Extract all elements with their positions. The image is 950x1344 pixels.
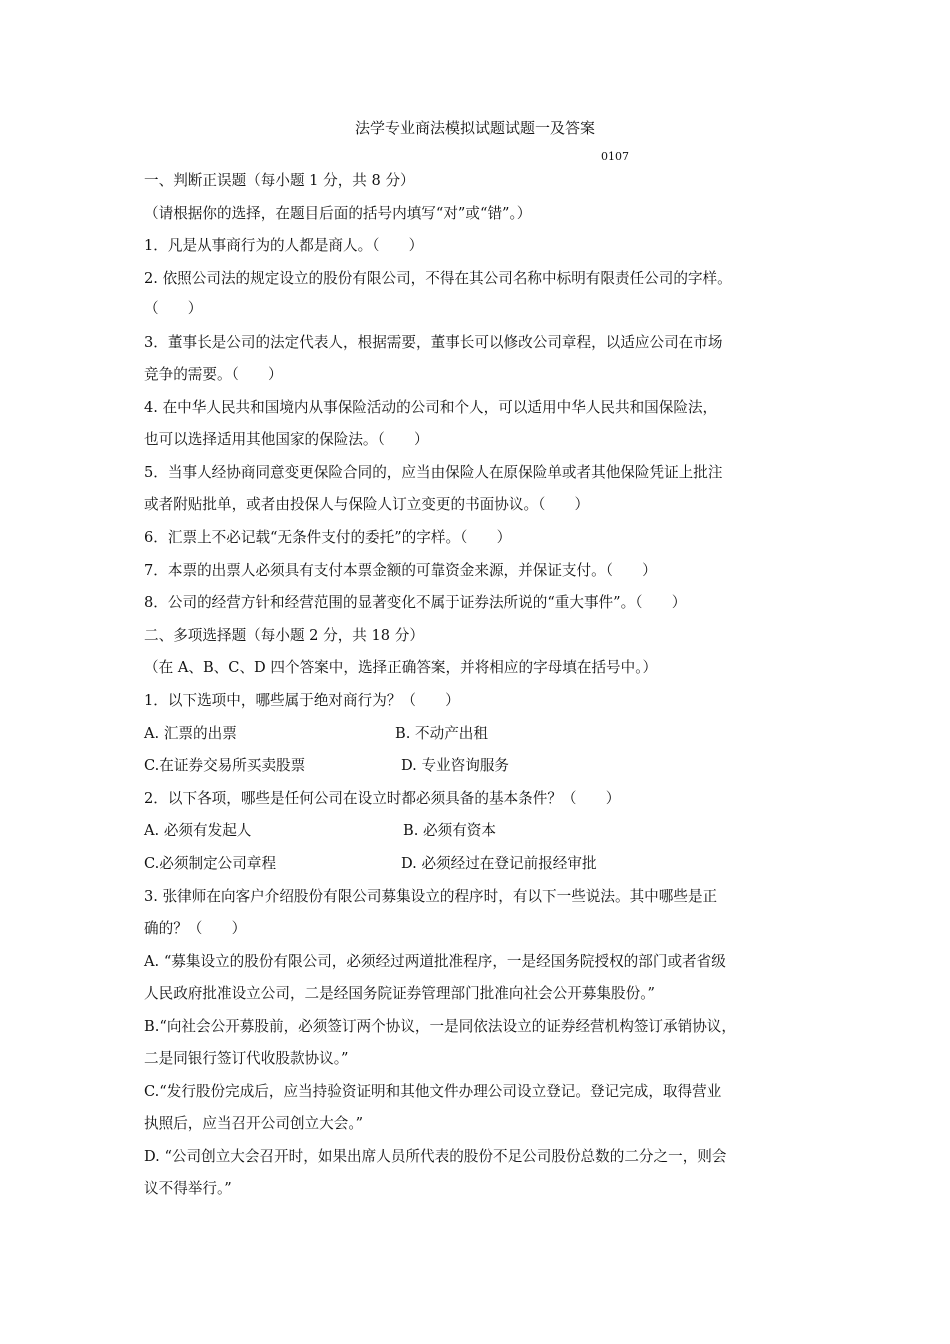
question-2-3-option-c-line2: 执照后，应当召开公司创立大会。” xyxy=(144,1115,364,1132)
question-1-8: 8．公司的经营方针和经营范围的显著变化不属于证券法所说的“重大事件”。（ ） xyxy=(144,594,687,611)
question-1-3-line1: 3．董事长是公司的法定代表人，根据需要，董事长可以修改公司章程，以适应公司在市场 xyxy=(144,334,723,351)
question-2-2: 2．以下各项，哪些是任何公司在设立时都必须具备的基本条件？（ ） xyxy=(144,790,621,807)
section-1-instruction: （请根据你的选择，在题目后面的括号内填写“对”或“错”。） xyxy=(144,205,532,222)
document-code: 0107 xyxy=(601,150,629,163)
question-2-1-option-b: B. 不动产出租 xyxy=(395,725,488,742)
section-1-heading: 一、判断正误题（每小题 1 分，共 8 分） xyxy=(144,172,415,189)
question-2-3-option-a-line2: 人民政府批准设立公司，二是经国务院证券管理部门批准向社会公开募集股份。” xyxy=(144,985,655,1002)
question-2-3-option-d-line2: 议不得举行。” xyxy=(144,1180,232,1197)
question-2-2-option-a: A. 必须有发起人 xyxy=(144,822,252,839)
question-1-3-line2: 竞争的需要。（ ） xyxy=(144,366,283,383)
section-2-heading: 二、多项选择题（每小题 2 分，共 18 分） xyxy=(144,627,424,644)
question-2-3-option-c-line1: C.“发行股份完成后，应当持验资证明和其他文件办理公司设立登记。登记完成，取得营业 xyxy=(144,1083,722,1100)
question-1-6: 6．汇票上不必记载“无条件支付的委托”的字样。（ ） xyxy=(144,529,512,546)
question-1-5-line2: 或者附贴批单，或者由投保人与保险人订立变更的书面协议。（ ） xyxy=(144,496,590,513)
question-2-1-option-c: C.在证券交易所买卖股票 xyxy=(144,757,306,774)
question-2-3-line1: 3. 张律师在向客户介绍股份有限公司募集设立的程序时，有以下一些说法。其中哪些是正 xyxy=(144,888,718,905)
question-2-3-option-b-line2: 二是同银行签订代收股款协议。” xyxy=(144,1050,349,1067)
section-2-instruction: （在 A、B、C、D 四个答案中，选择正确答案，并将相应的字母填在括号中。） xyxy=(144,659,658,676)
question-1-1: 1．凡是从事商行为的人都是商人。（ ） xyxy=(144,237,424,254)
question-2-3-option-d-line1: D. “公司创立大会召开时，如果出席人员所代表的股份不足公司股份总数的二分之一，则会 xyxy=(144,1148,727,1165)
question-2-2-option-b: B. 必须有资本 xyxy=(403,822,496,839)
question-2-2-option-d: D. 必须经过在登记前报经审批 xyxy=(401,855,597,872)
question-2-3-option-a-line1: A. “募集设立的股份有限公司，必须经过两道批准程序，一是经国务院授权的部门或者省级 xyxy=(144,953,726,970)
question-2-3-option-b-line1: B.“向社会公开募股前，必须签订两个协议，一是同依法设立的证券经营机构签订承销协议， xyxy=(144,1018,736,1035)
question-1-2-line1: 2. 依照公司法的规定设立的股份有限公司，不得在其公司名称中标明有限责任公司的字样。 xyxy=(144,270,732,287)
question-2-1-option-d: D. 专业咨询服务 xyxy=(401,757,510,774)
question-1-4-line1: 4. 在中华人民共和国境内从事保险活动的公司和个人，可以适用中华人民共和国保险法， xyxy=(144,399,718,416)
question-1-2-line2: （ ） xyxy=(144,300,203,317)
document-title: 法学专业商法模拟试题试题一及答案 xyxy=(354,119,595,137)
question-1-4-line2: 也可以选择适用其他国家的保险法。（ ） xyxy=(144,431,429,448)
question-2-2-option-c: C.必须制定公司章程 xyxy=(144,855,277,872)
question-1-7: 7．本票的出票人必须具有支付本票金额的可靠资金来源，并保证支付。（ ） xyxy=(144,562,657,579)
question-2-1-option-a: A. 汇票的出票 xyxy=(144,725,237,742)
question-1-5-line1: 5．当事人经协商同意变更保险合同的，应当由保险人在原保险单或者其他保险凭证上批注 xyxy=(144,464,723,481)
question-2-1: 1．以下选项中，哪些属于绝对商行为？（ ） xyxy=(144,692,460,709)
question-2-3-line2: 确的？（ ） xyxy=(144,920,247,937)
